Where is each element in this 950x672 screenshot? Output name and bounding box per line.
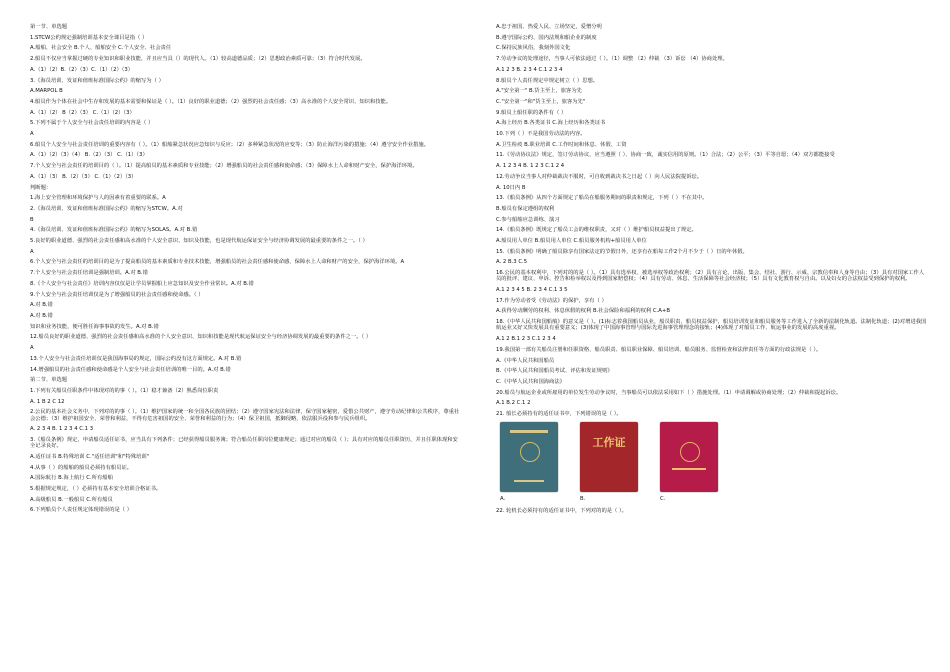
work-certificate-image bbox=[580, 422, 638, 492]
right-line: A.1 2 B.1 2 3 C.1 2 3 4 bbox=[496, 336, 556, 343]
right-line: 22. 轮机长必须持有的适任证书中，下列对的的是（ ）。 bbox=[496, 507, 627, 514]
left-line: A.（1）（2） B（2）（3） C.（1）（2）（3） bbox=[30, 109, 135, 116]
left-line: 4.船员作为个体在社会中生存和发展的基本需要和保证是（ ）。（1）良好的职业道德；（2）强烈的社会责任感；（3）高水准的个人安全常识、知识和技能。 bbox=[30, 98, 392, 105]
left-line: 第二节、单选题 bbox=[30, 377, 68, 384]
right-line: 7.劳动争议的处理途径，当事人可依法通过（ ）。（1）调整 （2）仲裁 （3）诉讼 （4）协商处理。 bbox=[496, 56, 728, 63]
left-line: A.船舶、社会安全 B.个人、船舶安全 C.个人安全、社会责任 bbox=[30, 45, 172, 52]
right-line: A.1 2 3 4 5 B. 2 3 4 C.1 3 5 bbox=[496, 287, 568, 294]
left-line: 2.船员不仅应当掌握过硬的专业知识和职业技能，并且应当具（）的现代人。（1）较高道德品质；（2）思想政治素质可靠；（3）符合时代发展。 bbox=[30, 56, 366, 63]
left-line: 1.海上安全管理和环境保护与人的因素有着重要的联系。A bbox=[30, 195, 166, 202]
left-line: A.适任证书 B.特殊培训 C."适任培训"和"特殊培训" bbox=[30, 453, 150, 460]
left-line: 3.《海员培训、发证和值班标准国际公约》的缩写为（ ） bbox=[30, 77, 164, 84]
left-line: 6.个人安全与社会责任的培训目的是为了提高船员的基本素质和专业技术技能，增强船员的社会责任感和使命感，保障水上人命和财产的安全，保护海洋环境。A bbox=[30, 259, 405, 266]
right-line: A.获得劳动酬劳的权利、休息休假的权利 B.社会保险和福利的权利 C.A+B bbox=[496, 308, 670, 315]
right-line: C.《中华人民共和国海商法》 bbox=[496, 378, 565, 385]
right-line: 17.作为劳动者受《劳动法》的保护，享有（ ） bbox=[496, 297, 607, 304]
right-line: 21. 船长必须持有的适任证书中，下列错误的是（ ）。 bbox=[496, 411, 622, 418]
left-line: A.MARPOL B bbox=[30, 88, 63, 95]
left-line: A.高级船员 B.一般船员 C.所有船员 bbox=[30, 496, 113, 503]
seaman-book-image bbox=[500, 422, 558, 492]
right-line: B.《中华人民共和国船员考试、评估和发证规则》 bbox=[496, 368, 613, 375]
right-line: C.保持民族风俗，我刻外国文化 bbox=[496, 45, 571, 52]
left-line: 2.公民的基本社会义务中，下列对的的事（ ）。（1）维护国家的统一和全国各民族的团结；（2）遵守国家宪法和法律，保守国家秘密，爱惜公共财产，遵守劳动纪律和公共秩序，尊重社会公德；（3）维护祖国安全、荣誉和利益，不得有危害祖国的安全、荣誉和利益的行为；（4）保卫祖国，抵御侵略，依法服兵役和参与民兵组织。 bbox=[30, 409, 460, 422]
left-line: A. 2 3 4 B. 1 2 3 4 C.1 3 bbox=[30, 426, 94, 433]
left-line: 2.《海员培训、发证和值班标准国际公约》的缩写为STCW。A.对 bbox=[30, 205, 183, 212]
right-line: 12.劳动争议当事人对仲裁裁决不服时，可自收到裁决书之日起（ ）向人民法院提诉讼。 bbox=[496, 173, 703, 180]
left-line: A. 1 B 2 C 12 bbox=[30, 398, 65, 405]
right-line: B.船员有保定遵组的权利 bbox=[496, 205, 555, 212]
left-line: A.（1）（2）（3）（4） B.（2）（3） C.（1）（3） bbox=[30, 152, 148, 159]
right-line: A.1 2 3 B. 2 3 4 C.1 2 3 4 bbox=[496, 66, 563, 73]
left-line: 判断题： bbox=[30, 184, 52, 191]
right-line: A. 2 B.3 C.5 bbox=[496, 259, 528, 266]
left-line: 9.个人安全与社会责任培训仅是为了增强船员的社会责任感和使命感。（ ） bbox=[30, 291, 204, 298]
left-line: A bbox=[30, 131, 34, 138]
left-line: B bbox=[30, 216, 34, 223]
left-line: A.对 B.错 bbox=[30, 312, 53, 319]
right-line: 13.《船员条例》从四个方面规定了船员在船服务期间的职责和规定，下列（ ）不在其中。 bbox=[496, 195, 708, 202]
left-line: 4.从事（ ）的船舶的船员必须持有船员证。 bbox=[30, 464, 133, 471]
left-line: 6.下列船员个人责任规定体现错误的是（ ） bbox=[30, 507, 133, 514]
left-column bbox=[30, 24, 462, 518]
right-line: 14.《船员条例》既规定了船员工会的维权职责，又对（ ）维护船员权益提出了规定。 bbox=[496, 227, 697, 234]
certificate-images bbox=[500, 422, 928, 492]
left-line: 5.良好的职业道德、强烈的社会责任感和高水准的个人安全意识、知识及技能，也是现代航运保证安全与经济协调发展的最重要的条件之一。（ ） bbox=[30, 238, 368, 245]
right-line: 19.我国第一部有关船员注册和任职资格、船员职责、船员职业保障、船员培训、船员服务、监督检查和法律责任等方面的行政法规是（ ）。 bbox=[496, 346, 822, 353]
red-certificate-image bbox=[660, 422, 718, 492]
right-line: 18.《中华人民共和国船舶》的意义是（ ）。(1)标志着我国船员从业，船员职责、船员权益保护，船员培训发证和船员服务等工作进入了全新的法制化轨道。法制化轨道；(2)对增进我国航运业又好又快发展具有重要意义；(3)体现了中国海事管理与国际先进海事管理理念的接轨；(4)体现了对船员工作、航运事业的发展的高度重视。 bbox=[496, 319, 927, 332]
left-line: A.国际航行 B.海上航行 C.所有船舶 bbox=[30, 475, 113, 482]
left-line: 知识和业务技能，便可胜任海事事故的发生。A.对 B.错 bbox=[30, 323, 159, 330]
left-line: A.对 B.错 bbox=[30, 302, 53, 309]
right-line: B.遵守国际公约、国内法规和船企业的制度 bbox=[496, 34, 597, 41]
left-line: 7.个人安全与社会责任的培训目的（ ）。（1）提高船员的基本素质和专业技能；（2）增强船员的社会责任感和使命感；（3）保障水上人命和财产安全，保护海洋环境。 bbox=[30, 163, 418, 170]
certificate-label: C. bbox=[660, 495, 666, 502]
right-line: A.船员用人单位 B.船员用人单位 C.船员服务机构+船员用人单位 bbox=[496, 238, 647, 245]
left-line: 12.船员良好的职业道德、强烈的社会责任感和高水准的个人安全意识、知识和技能是现代航运保证安全与经济协调发展的最重要的条件之一。（ ） bbox=[30, 334, 372, 341]
right-line: 11.《劳动协议法》规定，签订劳动协议，应当遵照（ ）、协商一致，诚实信用的原则。（1）合法；（2）公平；（3）平等自愿；（4）双方都能接受 bbox=[496, 152, 835, 159]
certificate-labels bbox=[500, 496, 928, 502]
right-column bbox=[496, 24, 928, 518]
left-line: 7.个人安全与社会责任培训是强制培训。A.对 B.错 bbox=[30, 270, 148, 277]
left-line: 第一节、单选题 bbox=[30, 24, 68, 30]
left-line: 6.船员个人安全与社会责任培训的重要内容有（ ）。（1）船舶紧急状况应急知识与反应；（2）多种紧急状况的应变等；（3）防止海洋污染的措施；（4）遵守安全作业措施。 bbox=[30, 141, 429, 148]
left-line: 1.下列有关船员任职条件中体现对的的事（ ）。（1）稳才兼备（2）熟悉岗位职责 bbox=[30, 387, 219, 394]
left-line: 14.增强船员的社会责任感和使命感是个人安全与社会责任培训的唯一目的。A.对 B.错 bbox=[30, 366, 231, 373]
left-line: 1.STCW公约规定强制培训基本安全课目是指（ ） bbox=[30, 34, 148, 41]
right-line: A. 1 2 3 4 B. 1 2 3 C.1 2 4 bbox=[496, 163, 565, 170]
right-line: 20.船员与航运企业或所雇用的单位发生劳动争议时，当事船员可以依法采用如下（ ）措施处理。（1）申请调解或协商处理；（2）仲裁和提起诉讼。 bbox=[496, 389, 842, 396]
right-line: A."安全第一" B.货主至上，旅客为先 bbox=[496, 88, 582, 95]
left-line: 13.个人安全与社会责任培训仅是我国海事局的规定，国际公约没有这方面规定。A.对 B.错 bbox=[30, 355, 242, 362]
right-line: A.卫生检疫 B.职业培训 C.工作时间和休息、休假、工资 bbox=[496, 141, 627, 148]
right-line: C.参与船舶应急训练、演习 bbox=[496, 216, 560, 223]
left-line: 4.《海员培训、发证和值班标准国际公约》的缩写为SOLAS。A.对 B.错 bbox=[30, 227, 198, 234]
left-line: A bbox=[30, 345, 34, 352]
left-line: A.（1）（3） B.（2）（3） C.（1）（2）（3） bbox=[30, 173, 137, 180]
certificate-label: A. bbox=[500, 495, 506, 502]
left-line: A bbox=[30, 248, 34, 255]
right-line: 9.船员上船任职的条件有（ ） bbox=[496, 109, 567, 116]
right-line: A.《中华人民共和国船员 bbox=[496, 357, 555, 364]
right-line: A.1 B.2 C.1 2 bbox=[496, 400, 531, 407]
certificate-title: 工作证 bbox=[592, 435, 626, 449]
right-line: 10.下列（ ）不是我国劳动法的内容。 bbox=[496, 131, 586, 138]
certificate-label: B. bbox=[580, 495, 586, 502]
right-line: A.忠于祖国、热爱人民、立场坚定，爱憎分明 bbox=[496, 24, 602, 30]
right-line: C."安全第一"和"货主至上，旅客为先" bbox=[496, 98, 586, 105]
left-line: 5.根据规定规定，（ ）必须持有基本安全培训合格证书。 bbox=[30, 485, 162, 492]
right-line: 16.公民的基本权利中，下列对的的是（ ）。（1）具有选举权、被选举权等政治权利；（2）具有言论、出版、集会、结社、游行、示威、宗教信奉和人身等自由；（3）具有对国家工作人员的批评、建议、申诉、控告和检举权以及得到国家赔偿权；（4）具有劳动、休息、生活保障等社会经济权；（5）具有文化教育权与自由。以及妇女的合法权益受到保护的权利。 bbox=[496, 270, 925, 283]
right-line: A. 10日内 B bbox=[496, 184, 526, 191]
right-line: A.海上经历 B.各类证书 C.海上经历和各类证书 bbox=[496, 120, 606, 127]
left-line: 8.《个人安全与社会责任》培训内容仅仅是让学员掌握船上应急知识及安全作业常识。A.对 B.错 bbox=[30, 280, 254, 287]
right-line: 15.《船员条例》明确了船员除享有国家法定的节假日外，还享有在船每工作2个月不少于（ ）日的年休假。 bbox=[496, 248, 748, 255]
left-line: A.（1）（2）B.（2）（3）C.（1）（2）（3） bbox=[30, 66, 134, 73]
left-line: 3.《船员条例》规定，申请船员适任证书，应当具有下列条件；已经获得船员服务簿；符合船员任职岗位健康规定；通过对应的船员（ ）；具有对应的船员任职资历，并且任职体现和安全记录良好。 bbox=[30, 436, 458, 450]
right-line: 8.船员个人责任规定中规定树立（ ）思想。 bbox=[496, 77, 599, 84]
left-line: 5.下列不属于个人安全与社会责任培训的内容是（ ） bbox=[30, 120, 154, 127]
